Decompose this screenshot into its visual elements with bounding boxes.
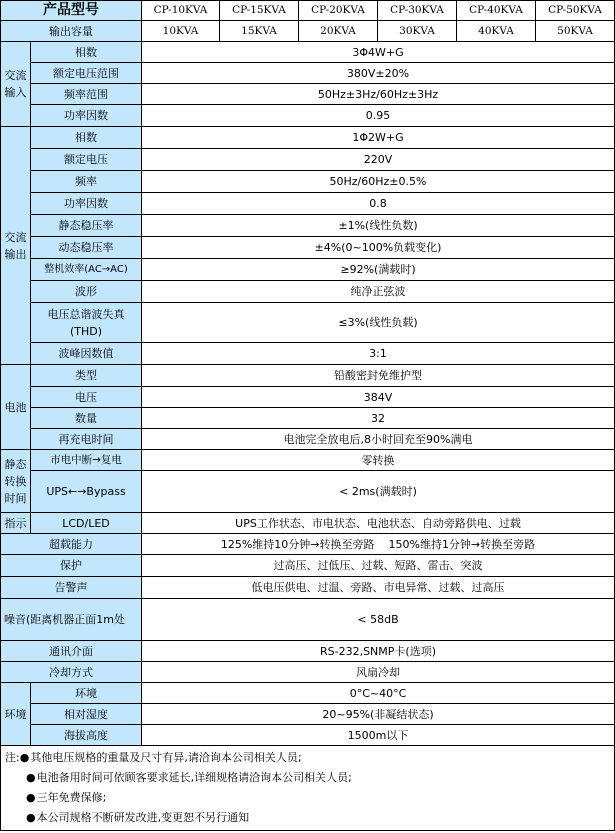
group-indicator: 指示 xyxy=(1,513,31,534)
spec-value: 过高压、过低压、过载、短路、雷击、突波 xyxy=(142,555,615,577)
spec-value: UPS工作状态、市电状态、电池状态、自动旁路供电、过载 xyxy=(142,513,615,534)
spec-value: ≥92%(满载时) xyxy=(142,259,615,281)
spec-value: 风扇冷却 xyxy=(142,662,615,683)
group-ac-output: 交流输出 xyxy=(1,127,31,365)
note-item: ● 三年免费保修; xyxy=(26,791,106,804)
spec-label: 功率因数 xyxy=(31,193,142,215)
spec-value: 384V xyxy=(142,387,615,408)
capacity-value: 10KVA xyxy=(142,21,220,42)
model-header: CP-15KVA xyxy=(220,1,299,21)
capacity-value: 15KVA xyxy=(220,21,299,42)
spec-label: 动态稳压率 xyxy=(31,237,142,259)
group-environment: 环境 xyxy=(1,683,31,746)
note-line xyxy=(5,768,610,788)
model-header: CP-30KVA xyxy=(378,1,457,21)
note-line xyxy=(5,788,610,808)
spec-value: 铅酸密封免维护型 xyxy=(142,365,615,387)
spec-label: LCD/LED xyxy=(31,513,142,534)
noise-value: < 58dB xyxy=(142,599,615,641)
spec-label: 额定电压 xyxy=(31,149,142,171)
spec-value: 0°C~40°C xyxy=(142,683,615,704)
spec-value: 3Φ4W+G xyxy=(142,42,615,63)
spec-value: ±1%(线性负数) xyxy=(142,215,615,237)
spec-value: 50Hz/60Hz±0.5% xyxy=(142,171,615,193)
note-item: ● 本公司规格不断研发改进,变更恕不另行通知 xyxy=(26,811,249,824)
spec-value: 电池完全放电后,8小时回充至90%满电 xyxy=(142,429,615,450)
spec-label: 相数 xyxy=(31,127,142,149)
model-header: CP-40KVA xyxy=(457,1,536,21)
spec-label: 超载能力 xyxy=(1,534,142,555)
spec-label: 类型 xyxy=(31,365,142,387)
note-line xyxy=(5,808,610,828)
spec-value: 低电压供电、过温、旁路、市电异常、过载、过高压 xyxy=(142,577,615,599)
spec-value: 125%维持10分钟→转换至旁路 150%维持1分钟→转换至旁路 xyxy=(142,534,615,555)
spec-label: 环境 xyxy=(31,683,142,704)
spec-label: 电压 xyxy=(31,387,142,408)
spec-value: ≤3%(线性负载) xyxy=(142,303,615,343)
spec-value: 1500m以下 xyxy=(142,725,615,746)
spec-label: 再充电时间 xyxy=(31,429,142,450)
spec-label: 相对湿度 xyxy=(31,704,142,725)
spec-label: 频率 xyxy=(31,171,142,193)
model-header: CP-20KVA xyxy=(299,1,378,21)
noise-label: 噪音(距离机器正面1m处 xyxy=(1,599,142,641)
spec-value: < 2ms(满载时) xyxy=(142,471,615,513)
group-switching: 静态转换时间 xyxy=(1,450,31,513)
spec-value: 380V±20% xyxy=(142,63,615,84)
spec-label: 功率因数 xyxy=(31,105,142,127)
note-item: ● 其他电压规格的重量及尺寸有异,请洽询本公司相关人员; xyxy=(20,751,302,764)
spec-label: 保护 xyxy=(1,555,142,577)
spec-value: 3:1 xyxy=(142,343,615,365)
spec-value: ±4%(0~100%负载变化) xyxy=(142,237,615,259)
spec-value: 1Φ2W+G xyxy=(142,127,615,149)
spec-value: 0.8 xyxy=(142,193,615,215)
note-item: ● 电池备用时间可依顾客要求延长,详细规格请洽询本公司相关人员; xyxy=(26,771,352,784)
spec-value: 220V xyxy=(142,149,615,171)
spec-label: 冷却方式 xyxy=(1,662,142,683)
spec-label: 静态稳压率 xyxy=(31,215,142,237)
spec-label: 通讯介面 xyxy=(1,641,142,662)
spec-value: 0.95 xyxy=(142,105,615,127)
spec-value: RS-232,SNMP卡(选项) xyxy=(142,641,615,662)
spec-label: 市电中断→复电 xyxy=(31,450,142,471)
spec-label: 额定电压范围 xyxy=(31,63,142,84)
spec-label: UPS←→Bypass xyxy=(31,471,142,513)
capacity-label: 输出容量 xyxy=(1,21,142,42)
spec-value: 32 xyxy=(142,408,615,429)
spec-label: 整机效率(AC→AC) xyxy=(31,259,142,281)
spec-label: 电压总谐波失真(THD) xyxy=(31,303,142,343)
spec-value: 20~95%(非凝结状态) xyxy=(142,704,615,725)
capacity-value: 50KVA xyxy=(536,21,615,42)
notes-block xyxy=(1,746,615,831)
spec-value: 零转换 xyxy=(142,450,615,471)
note-line xyxy=(5,748,610,768)
spec-label: 告警声 xyxy=(1,577,142,599)
notes-prefix: 注: xyxy=(5,751,20,764)
spec-label: 波形 xyxy=(31,281,142,303)
spec-value: 纯净正弦波 xyxy=(142,281,615,303)
product-model-title: 产品型号 xyxy=(1,1,142,21)
model-header: CP-50KVA xyxy=(536,1,615,21)
capacity-value: 30KVA xyxy=(378,21,457,42)
spec-label: 海拔高度 xyxy=(31,725,142,746)
group-ac-input: 交流输入 xyxy=(1,42,31,127)
group-battery: 电池 xyxy=(1,365,31,450)
spec-value: 50Hz±3Hz/60Hz±3Hz xyxy=(142,84,615,105)
capacity-value: 20KVA xyxy=(299,21,378,42)
model-header: CP-10KVA xyxy=(142,1,220,21)
spec-label: 频率范围 xyxy=(31,84,142,105)
spec-label: 波峰因数值 xyxy=(31,343,142,365)
spec-label: 数量 xyxy=(31,408,142,429)
capacity-value: 40KVA xyxy=(457,21,536,42)
spec-label: 相数 xyxy=(31,42,142,63)
